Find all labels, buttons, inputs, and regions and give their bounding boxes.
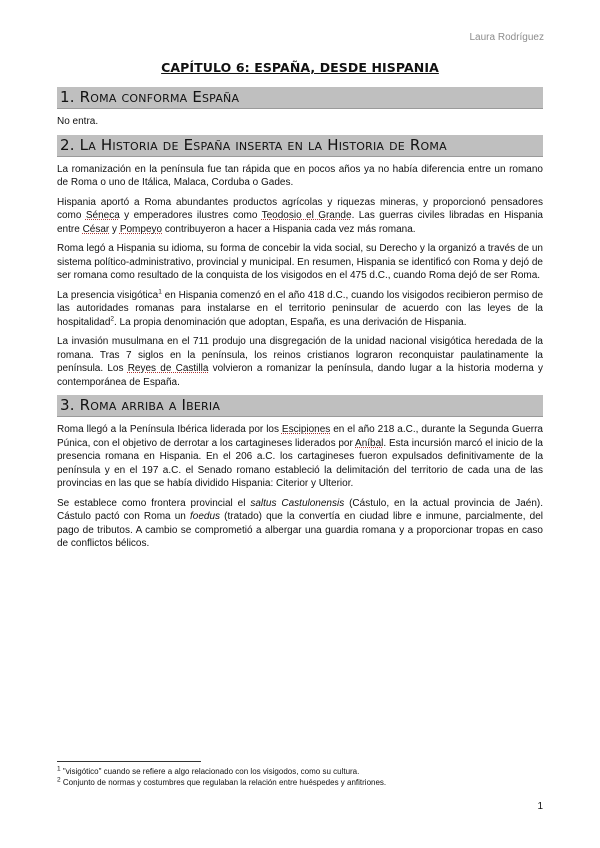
text-run: (tratado) que la convertía en ciudad libre e inmune, parcialmente, del pago de tributos. A cambio se comprometió a albergar una guardia romana y a proporcionar tropas en caso de conflictos bélicos. [57, 511, 543, 549]
text-run: Roma llegó a la Península Ibérica liderada por los [57, 424, 282, 435]
section-heading-3: 3. Roma arriba a Iberia [57, 395, 543, 417]
paragraph: La romanización en la península fue tan rápida que en pocos años ya no había diferencia entre un romano de Roma o uno de Itálica, Malaca, Corduba o Gades. [57, 163, 543, 188]
text-run: volvieron a romanizar la península, dando lugar a la historia moderna y contemporánea de España. [57, 363, 544, 388]
paragraph [57, 335, 543, 389]
text-run: y [109, 223, 120, 235]
paragraph: Roma legó a Hispania su idioma, su forma de concebir la vida social, su Derecho y la organizó a través de un sistema político-administrativo, provincial y municipal. En resumen, Hispania se identificó con Roma y dejó de ser romana como resultado de la conquista de los visigodos en el 475 d.C., cuando Roma dejó de ser Roma. [57, 243, 543, 281]
text-run: en el año 218 a.C., durante la Segunda Guerra Púnica, con el objetivo de derrotar a los cartagineses liderados por [57, 424, 543, 449]
spellcheck-word: Aníbal [355, 437, 384, 449]
spellcheck-word: Reyes de Castilla [127, 363, 209, 374]
footnote-separator [57, 761, 201, 762]
text-run: Hispania aportó a Roma abundantes productos agrícolas y riquezas mineras, y proporcionó pensadores como [57, 196, 543, 221]
footnote-number: 2 [57, 776, 61, 784]
italic-term: saltus Castulonensis [250, 497, 345, 509]
paragraph [57, 497, 543, 551]
page-number: 1 [537, 801, 543, 812]
paragraph [57, 196, 543, 237]
spellcheck-word: César [82, 223, 110, 235]
document-body [57, 87, 543, 557]
text-run: (Cástulo, en la actual provincia de Jaén). Cástulo pactó con Roma un [57, 497, 544, 522]
text-run: contribuyeron a hacer a Hispania cada vez más romana. [162, 223, 416, 235]
paragraph: No entra. [57, 116, 99, 127]
section-heading-2: 2. La Historia de España inserta en la Historia de Roma [57, 135, 543, 157]
footnote-text: "visigótico" cuando se refiere a algo relacionado con los visigodos, como su cultura. [60, 767, 360, 776]
text-run: en Hispania comenzó en el año 418 d.C., cuando los visigodos recibieron permiso de las autoridades romanas para instalarse en el territorio peninsular de acuerdo con las leyes de la hospitalidad [57, 289, 544, 328]
spellcheck-word: Escipiones [281, 424, 331, 435]
text-run: . Esta incursión marcó el inicio de la presencia romana en Hispania. En el 206 a.C. los cartagineses fueron expulsados definitivamente de la península y en el 197 a.C. el Senado romano estableció la delimitación del territorio de cada una de las provincias en las que se había dividido Hispania: Citerior y Ulterior. [57, 437, 543, 489]
text-run: La presencia visigótica [57, 289, 159, 301]
text-run: Se establece como frontera provincial el [57, 497, 251, 509]
text-run: y emperadores ilustres como [119, 210, 262, 221]
author-header: Laura Rodríguez [469, 32, 544, 43]
text-run: . Las guerras civiles libradas en Hispania entre [57, 210, 543, 235]
footnote-ref-2[interactable]: 2 [110, 315, 114, 323]
text-run: . La propia denominación que adoptan, España, es una derivación de Hispania. [114, 316, 467, 328]
footnote-ref-1[interactable]: 1 [158, 288, 162, 296]
footnote-2 [57, 777, 543, 788]
paragraph [57, 289, 543, 330]
spellcheck-word: Séneca [85, 210, 120, 221]
text-run: La invasión musulmana en el 711 produjo una disgregación de la unidad nacional visigótica heredada de la romana. Tras 7 siglos en la península, los reinos cristianos lograron reconquistar paulatinamente la península. Los [57, 336, 543, 374]
footnote-text: Conjunto de normas y costumbres que regulaban la relación entre huéspedes y anfitriones. [60, 778, 387, 787]
italic-term: foedus [190, 511, 221, 522]
paragraph [57, 423, 543, 491]
footnotes [57, 766, 543, 788]
section-heading-1: 1. Roma conforma España [57, 87, 543, 109]
spellcheck-word: Pompeyo [119, 223, 163, 235]
chapter-title: CAPÍTULO 6: ESPAÑA, DESDE HISPANIA [161, 60, 439, 75]
spellcheck-word: Teodosio el Grande [261, 210, 352, 221]
footnote-number: 1 [57, 765, 61, 773]
footnote-1 [57, 766, 543, 777]
